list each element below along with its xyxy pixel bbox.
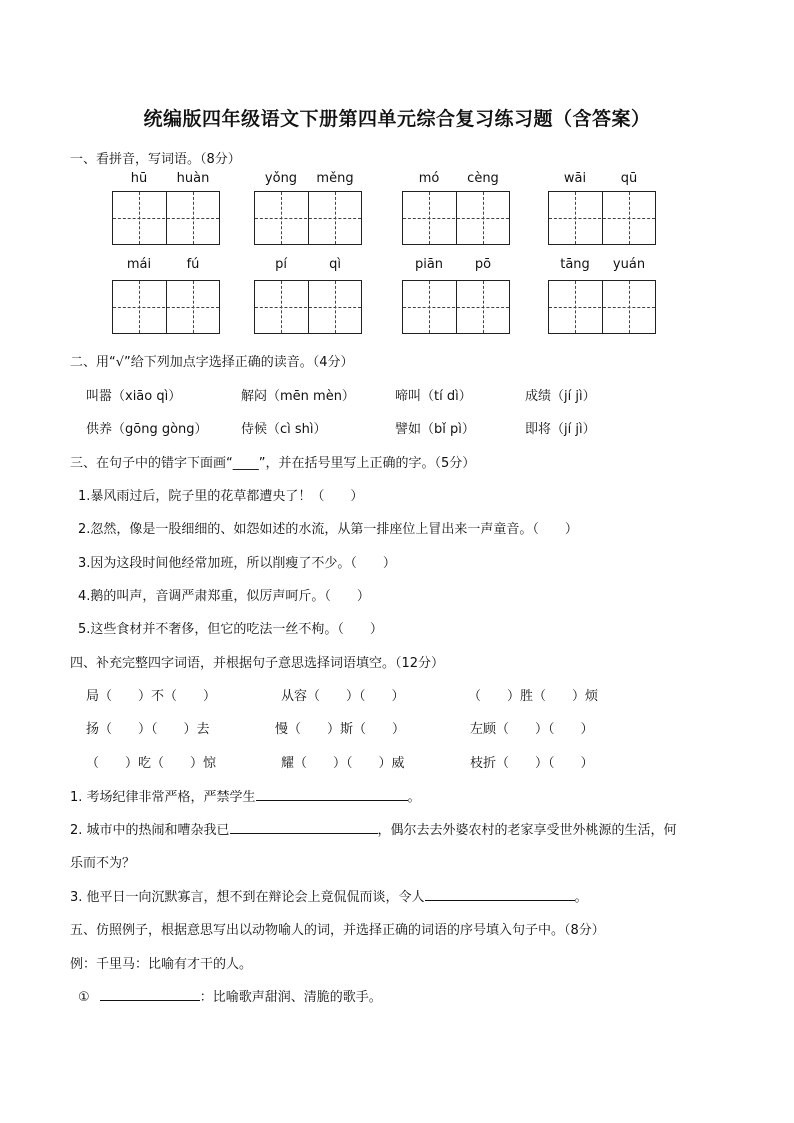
fill-sentence-3 bbox=[70, 886, 588, 905]
pronunciation-choice[interactable]: 啼叫（tí dì） bbox=[395, 389, 472, 404]
pinyin-label: pí bbox=[275, 257, 287, 272]
item-text: ：比喻歌声甜润、清脆的歌手。 bbox=[199, 990, 382, 1005]
idiom-fill[interactable]: （ ）胜（ ）烦 bbox=[468, 689, 599, 704]
correction-item[interactable]: 4.鹅的叫声，音调严肃郑重，似厉声呵斤。（ ） bbox=[78, 589, 370, 604]
animal-metaphor-item bbox=[78, 986, 382, 1005]
pronunciation-choice[interactable]: 侍候（cì shì） bbox=[241, 422, 327, 437]
answer-blank[interactable] bbox=[230, 821, 378, 834]
pinyin-label: huàn bbox=[176, 171, 210, 186]
answer-blank[interactable] bbox=[100, 988, 200, 1001]
sentence-text: 。 bbox=[574, 890, 588, 905]
sentence-text: 1. 考场纪律非常严格，严禁学生 bbox=[70, 790, 256, 805]
pinyin-label: cèng bbox=[467, 171, 499, 186]
tianzige-box[interactable] bbox=[402, 280, 510, 334]
pinyin-label: mó bbox=[418, 171, 440, 186]
answer-blank[interactable] bbox=[425, 888, 575, 901]
idiom-fill[interactable]: 从容（ ）（ ） bbox=[281, 689, 405, 704]
idiom-fill[interactable]: 左顾（ ）（ ） bbox=[470, 722, 594, 737]
idiom-fill[interactable]: 枝折（ ）（ ） bbox=[470, 756, 594, 771]
sentence-text: 。 bbox=[407, 790, 421, 805]
sentence-text: 3. 他平日一向沉默寡言，想不到在辩论会上竟侃侃而谈，令人 bbox=[70, 890, 425, 905]
sentence-text: 2. 城市中的热闹和嘈杂我已 bbox=[70, 823, 230, 838]
fill-sentence-2 bbox=[70, 819, 677, 838]
pronunciation-choice[interactable]: 供养（gōng gòng） bbox=[86, 422, 208, 437]
section-4-heading: 四、补充完整四字词语，并根据句子意思选择词语填空。（12分） bbox=[70, 656, 445, 671]
pronunciation-choice[interactable]: 即将（jí jì） bbox=[525, 422, 596, 437]
correction-item[interactable]: 2.忽然，像是一股细细的、如怨如述的水流，从第一排座位上冒出来一声童音。（ ） bbox=[78, 522, 578, 537]
tianzige-box[interactable] bbox=[254, 191, 362, 245]
pronunciation-choice[interactable]: 叫嚣（xiāo qì） bbox=[86, 389, 182, 404]
tianzige-box[interactable] bbox=[548, 191, 656, 245]
idiom-fill[interactable]: 扬（ ）（ ）去 bbox=[86, 722, 210, 737]
correction-item[interactable]: 5.这些食材并不奢侈，但它的吃法一丝不枸。（ ） bbox=[78, 622, 383, 637]
tianzige-box[interactable] bbox=[112, 191, 220, 245]
pronunciation-choice[interactable]: 譬如（bǐ pì） bbox=[395, 422, 475, 437]
correction-item[interactable]: 1.暴风雨过后，院子里的花草都遭央了！（ ） bbox=[78, 489, 364, 504]
section-5-heading: 五、仿照例子，根据意思写出以动物喻人的词，并选择正确的词语的序号填入句子中。（8分） bbox=[70, 923, 605, 938]
pinyin-label: měng bbox=[316, 171, 354, 186]
idiom-fill[interactable]: 局（ ）不（ ） bbox=[86, 689, 217, 704]
section-2-heading: 二、用“√”给下列加点字选择正确的读音。（4分） bbox=[70, 355, 354, 370]
sentence-continuation: 乐而不为？ bbox=[70, 856, 136, 871]
pinyin-label: qū bbox=[620, 171, 638, 186]
section-3-heading: 三、在句子中的错字下面画“____”，并在括号里写上正确的字。（5分） bbox=[70, 456, 476, 471]
tianzige-box[interactable] bbox=[548, 280, 656, 334]
idiom-fill[interactable]: 慢（ ）斯（ ） bbox=[275, 722, 406, 737]
correction-item[interactable]: 3.因为这段时间他经常加班，所以削瘦了不少。（ ） bbox=[78, 556, 396, 571]
tianzige-box[interactable] bbox=[112, 280, 220, 334]
pinyin-label: yuán bbox=[612, 257, 646, 272]
item-number: ① bbox=[78, 990, 90, 1005]
pinyin-label: qì bbox=[329, 257, 341, 272]
section-1-heading: 一、看拼音，写词语。（8分） bbox=[70, 152, 241, 167]
example-line: 例：千里马：比喻有才干的人。 bbox=[70, 957, 253, 972]
pinyin-label: pō bbox=[474, 257, 492, 272]
pronunciation-choice[interactable]: 解闷（mēn mèn） bbox=[241, 389, 355, 404]
tianzige-box[interactable] bbox=[254, 280, 362, 334]
idiom-fill[interactable]: （ ）吃（ ）惊 bbox=[86, 756, 217, 771]
pinyin-label: tāng bbox=[560, 257, 590, 272]
pinyin-label: fú bbox=[186, 257, 200, 272]
idiom-fill[interactable]: 耀（ ）（ ）威 bbox=[281, 756, 405, 771]
pronunciation-choice[interactable]: 成绩（jí jì） bbox=[525, 389, 596, 404]
pinyin-label: mái bbox=[126, 257, 152, 272]
page-title: 统编版四年级语文下册第四单元综合复习练习题（含答案） bbox=[143, 108, 651, 130]
answer-blank[interactable] bbox=[256, 788, 408, 801]
pinyin-label: wāi bbox=[563, 171, 587, 186]
tianzige-box[interactable] bbox=[402, 191, 510, 245]
pinyin-label: piān bbox=[414, 257, 444, 272]
pinyin-label: hū bbox=[130, 171, 148, 186]
fill-sentence-1 bbox=[70, 786, 421, 805]
pinyin-label: yǒng bbox=[264, 171, 298, 186]
sentence-text: ，偶尔去去外婆农村的老家享受世外桃源的生活，何 bbox=[377, 823, 677, 838]
